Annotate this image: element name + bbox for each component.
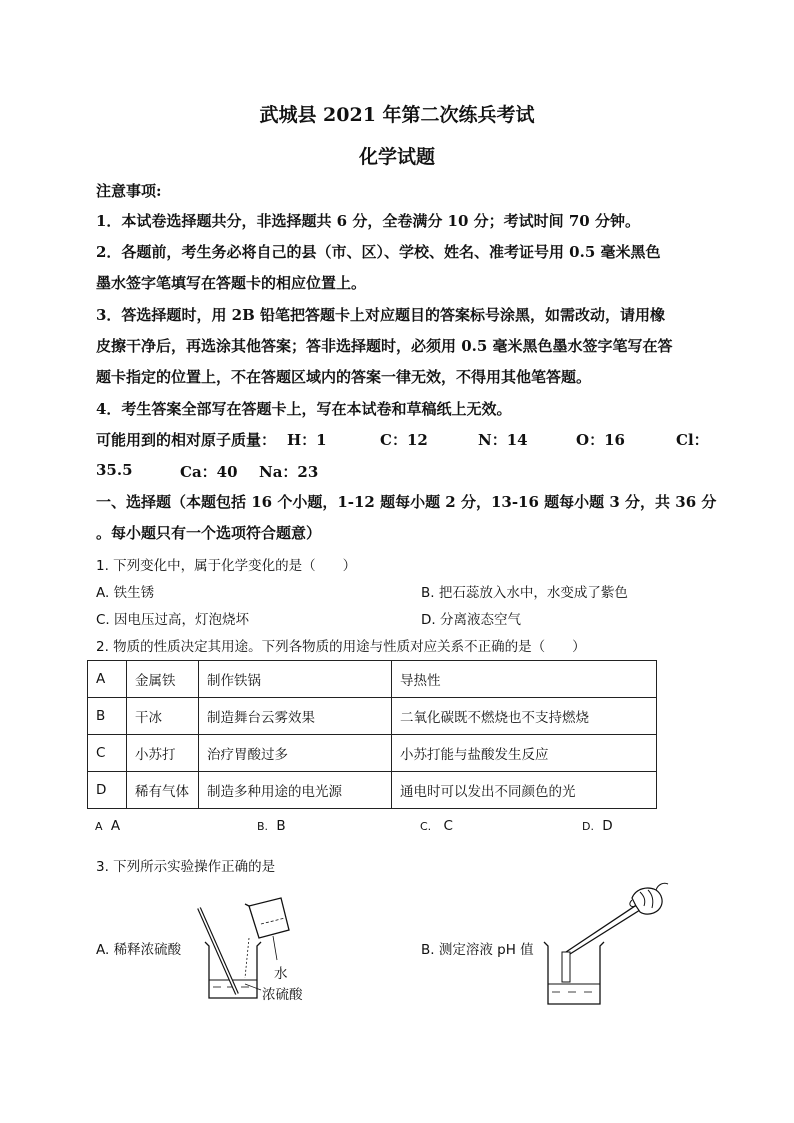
table-row (88, 698, 657, 735)
pouring-beaker (249, 898, 289, 938)
q1-stem: 1. 下列变化中，属于化学变化的是（ ） (96, 558, 357, 574)
table-cell: 小苏打能与盐酸发生反应 (392, 735, 657, 772)
q3-stem: 3. 下列所示实验操作正确的是 (96, 859, 276, 875)
q3-option-a: A. 稀释浓硫酸 (96, 942, 182, 958)
q2-answer-label: A (110, 818, 121, 834)
q2-answer-prefix: D. (582, 820, 594, 833)
q2-table (87, 660, 657, 809)
table-cell: 制造多种用途的电光源 (199, 772, 392, 809)
atomic-mass-cl: Cl： (676, 431, 709, 449)
q2-answer-c (420, 818, 453, 834)
pouring-beaker-lip (245, 904, 249, 906)
water-leader (273, 936, 277, 960)
notice-line: 皮擦干净后，再选涂其他答案；答非选择题时，必须用 0.5 毫米黑色墨水签字笔写在答 (96, 337, 673, 355)
table-cell: C (88, 735, 127, 772)
figure-label-water: 水 (274, 966, 288, 982)
q1-option-c: C. 因电压过高，灯泡烧坏 (96, 612, 250, 628)
table-row (88, 661, 657, 698)
table-cell: 制作铁锅 (199, 661, 392, 698)
ph-test-figure (540, 880, 670, 1010)
q3-option-b: B. 测定溶液 pH 值 (421, 942, 534, 958)
dilution-figure (195, 890, 325, 1005)
q2-answer-label: C (443, 818, 453, 834)
atomic-mass-c: C：12 (380, 431, 428, 449)
table-cell: 通电时可以发出不同颜色的光 (392, 772, 657, 809)
notice-line: 题卡指定的位置上，不在答题区域内的答案一律无效，不得用其他笔答题。 (96, 368, 592, 386)
q2-answer-d (582, 818, 613, 834)
subject-title: 化学试题 (358, 146, 435, 168)
atomic-mass-o: O：16 (576, 431, 625, 449)
notice-line: 3．答选择题时，用 2B 铅笔把答题卡上对应题目的答案标号涂黑，如需改动，请用橡 (96, 306, 666, 324)
q1-option-a: A. 铁生锈 (96, 585, 155, 601)
hand-icon (632, 888, 662, 914)
table-row (88, 772, 657, 809)
section-heading: 一、选择题（本题包括 16 个小题，1-12 题每小题 2 分，13-16 题每小题 3 分，共 36 分 (96, 493, 717, 511)
water-stream (245, 938, 249, 978)
notice-heading: 注意事项: (96, 182, 162, 200)
q2-answer-label: D (602, 818, 613, 834)
q1-option-d: D. 分离液态空气 (421, 612, 521, 628)
table-cell: B (88, 698, 127, 735)
wrist (656, 883, 668, 890)
table-cell: A (88, 661, 127, 698)
notice-line: 墨水签字笔填写在答题卡的相应位置上。 (96, 274, 367, 292)
q1-option-b: B. 把石蕊放入水中，水变成了紫色 (421, 585, 628, 601)
table-cell: 导热性 (392, 661, 657, 698)
q2-answer-label: B (276, 818, 286, 834)
q2-answer-prefix: A (95, 820, 103, 833)
table-cell: 治疗胃酸过多 (199, 735, 392, 772)
atomic-mass-ca: Ca：40 (180, 463, 238, 481)
atomic-mass-h: H：1 (287, 431, 327, 449)
table-cell: 小苏打 (127, 735, 199, 772)
exam-title: 武城县 2021 年第二次练兵考试 (259, 104, 535, 126)
glass-rod-inner (199, 908, 237, 994)
table-row (88, 735, 657, 772)
table-cell: 二氧化碳既不燃烧也不支持燃烧 (392, 698, 657, 735)
ph-strip (562, 952, 570, 982)
figure-label-acid: 浓硫酸 (262, 987, 303, 1003)
q2-answer-prefix: C. (420, 820, 432, 833)
q2-answer-a (95, 818, 120, 834)
tweezers-arm (570, 910, 640, 954)
section-heading-cont: 。每小题只有一个选项符合题意） (96, 524, 322, 542)
atomic-mass-cl-value: 35.5 (96, 461, 133, 479)
q2-stem: 2. 物质的性质决定其用途。下列各物质的用途与性质对应关系不正确的是（ ） (96, 639, 586, 655)
atomic-mass-n: N：14 (478, 431, 528, 449)
table-cell: 制造舞台云雾效果 (199, 698, 392, 735)
notice-line: 1．本试卷选择题共分，非选择题共 6 分，全卷满分 10 分；考试时间 70 分钟。 (96, 212, 640, 230)
q2-answer-b (257, 818, 286, 834)
table-cell: 干冰 (127, 698, 199, 735)
table-cell: 金属铁 (127, 661, 199, 698)
table-cell: D (88, 772, 127, 809)
notice-line: 2．各题前，考生务必将自己的县（市、区）、学校、姓名、准考证号用 0.5 毫米黑色 (96, 243, 661, 261)
notice-line: 4．考生答案全部写在答题卡上，写在本试卷和草稿纸上无效。 (96, 400, 512, 418)
atomic-mass-na: Na：23 (259, 463, 319, 481)
atomic-mass-label: 可能用到的相对原子质量： (96, 431, 277, 449)
table-cell: 稀有气体 (127, 772, 199, 809)
q2-answer-prefix: B. (257, 820, 269, 833)
